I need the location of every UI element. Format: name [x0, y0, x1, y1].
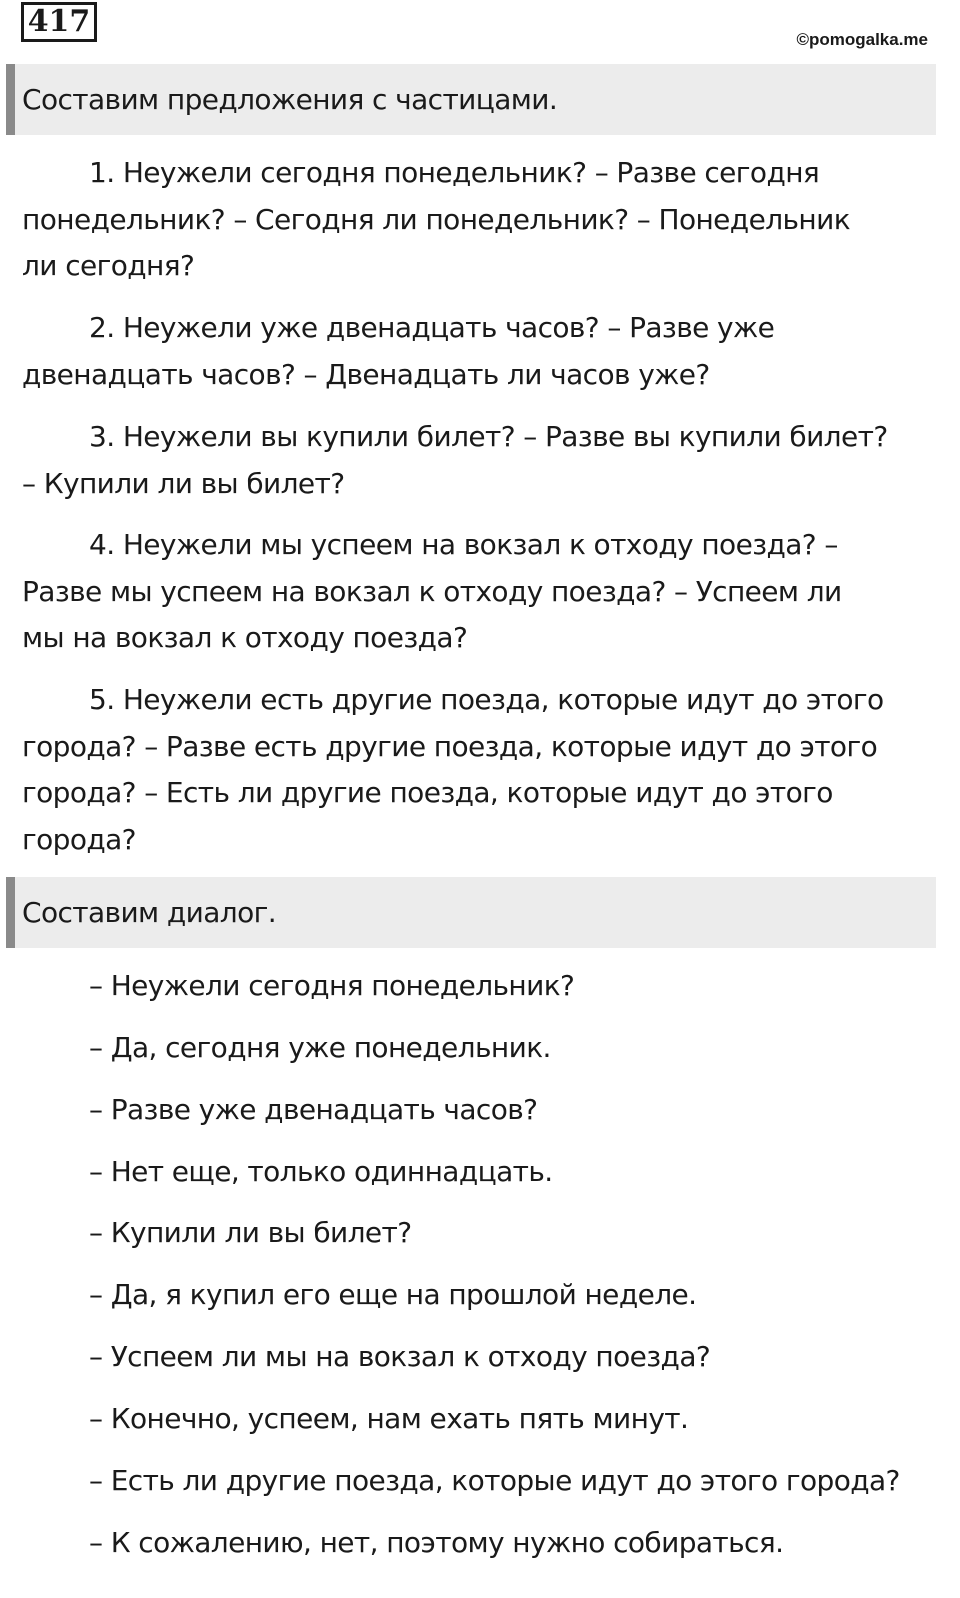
watermark: ©pomogalka.me [796, 30, 928, 49]
dialog-line: – Да, я купил его еще на прошлой неделе. [89, 1278, 697, 1311]
dialog-line: – Нет еще, только одиннадцать. [89, 1155, 553, 1188]
dialog-line: – Неужели сегодня понедельник? [89, 969, 575, 1002]
sentence-line: 4. Неужели мы успеем на вокзал к отходу поезда? – [89, 528, 838, 561]
sentence-item [22, 414, 922, 507]
sentence-line: 5. Неужели есть другие поезда, которые идут до этого [89, 683, 884, 716]
sentence-line: – Купили ли вы билет? [22, 466, 345, 500]
sentence-item [22, 522, 922, 662]
dialog-line: – Есть ли другие поезда, которые идут до этого города? [89, 1464, 900, 1497]
sentence-line: 1. Неужели сегодня понедельник? – Разве сегодня [89, 156, 820, 189]
sentence-line: города? [22, 822, 136, 856]
dialog-line: – К сожалению, нет, поэтому нужно собираться. [89, 1526, 784, 1559]
sentence-line: 3. Неужели вы купили билет? – Разве вы купили билет? [89, 420, 888, 453]
section-header-dialog: Составим диалог. [6, 877, 936, 948]
sentence-line: Разве мы успеем на вокзал к отходу поезда? – Успеем ли [22, 574, 842, 608]
sentence-line: понедельник? – Сегодня ли понедельник? – Понедельник [22, 202, 851, 236]
sentence-line: города? – Есть ли другие поезда, которые идут до этого [22, 776, 833, 809]
sentence-item [22, 150, 922, 290]
sentence-item [22, 677, 922, 863]
dialog-line: – Конечно, успеем, нам ехать пять минут. [89, 1402, 689, 1435]
sentence-line: двенадцать часов? – Двенадцать ли часов уже? [22, 357, 710, 391]
dialog-line: – Успеем ли мы на вокзал к отходу поезда? [89, 1340, 711, 1373]
sentence-line: города? – Разве есть другие поезда, которые идут до этого [22, 729, 878, 763]
sentence-line: ли сегодня? [22, 249, 195, 282]
dialog-line: – Купили ли вы билет? [89, 1216, 412, 1249]
sentence-line: 2. Неужели уже двенадцать часов? – Разве уже [89, 311, 775, 344]
sentence-line: мы на вокзал к отходу поезда? [22, 621, 468, 654]
sentence-item [22, 305, 922, 398]
dialog-line: – Разве уже двенадцать часов? [89, 1093, 538, 1126]
dialog-line: – Да, сегодня уже понедельник. [89, 1031, 551, 1064]
section-header-sentences: Составим предложения с частицами. [6, 64, 936, 135]
task-number-badge: 417 [21, 2, 97, 42]
